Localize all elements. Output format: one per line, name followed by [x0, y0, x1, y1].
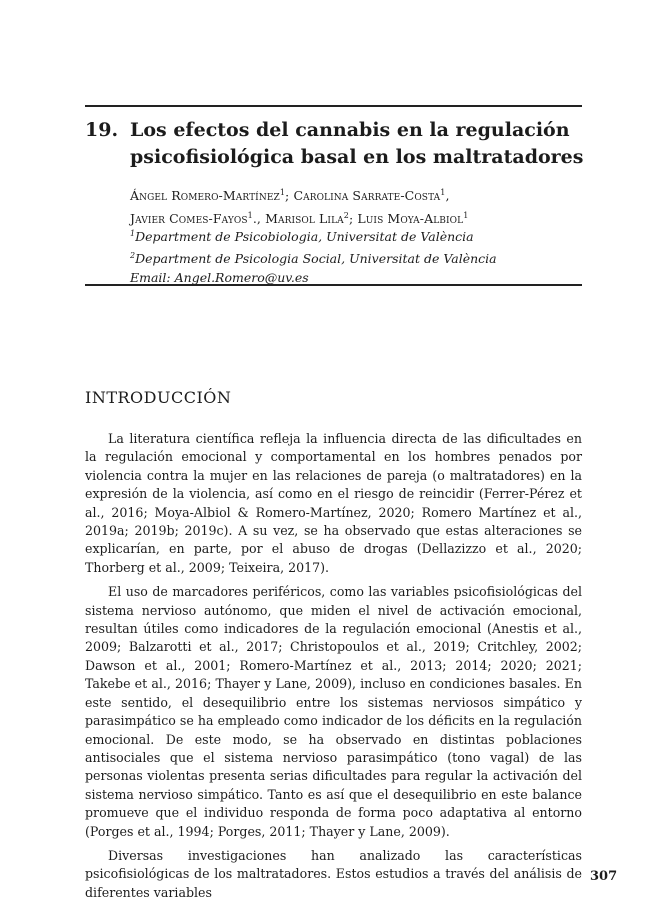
chapter-number: 19. [85, 119, 119, 141]
section-heading: INTRODUCCIÓN [85, 388, 232, 407]
author-list: Ángel Romero-Martínez$^1$; Carolina Sarrate-Costa$^1$, Javier Comes-Fayos$^1$., Marisol Lila$^2$; Luis Moya-Albiol$^1$ [130, 188, 469, 227]
affiliation-line [130, 246, 590, 268]
author-affiliation-mark: 1 [279, 188, 286, 197]
author-affiliation-mark: 1 [463, 211, 469, 221]
author-email: Email: Angel.Romero@uv.es [130, 270, 309, 286]
author-name: Marisol Lila [265, 211, 344, 227]
title-bottom-rule [85, 284, 582, 286]
author-affiliation-mark: 1 [247, 211, 253, 221]
author-name: Javier Comes-Fayos [130, 211, 248, 227]
paragraph: Diversas investigaciones han analizado las características psicofisiológicas de los maltratadores. Estos estudios a través del análisis de diferentes variables [85, 847, 582, 900]
affiliations [130, 224, 590, 287]
author-affiliation-mark: 1 [440, 188, 446, 197]
affiliation-line [130, 224, 590, 246]
affiliation-text: Department de Psicologia Social, Universitat de València [135, 251, 497, 267]
title-top-rule [85, 105, 582, 107]
affiliation-mark: 1 [130, 229, 136, 238]
affiliation-mark: 2 [130, 251, 136, 261]
chapter-title-text: Los efectos del cannabis en la regulación psicofisiológica basal en los maltratadores [130, 119, 584, 168]
paragraph: El uso de marcadores periféricos, como las variables psicofisiológicas del sistema nervioso autónomo, que miden el nivel de activación emocional, resultan útiles como indicadores de la regulación emocional (Anestis et al., 2009; Balzarotti et al., 2017; Christopoulos et al., 2019; Critchley, 2002; Dawson et al., 2001; Romero-Martínez et al., 2013; 2014; 2020; 2021; Takebe et al., 2016; Thayer y Lane, 2009), incluso en condiciones basales. En este sentido, el desequilibrio entre los sistemas nerviosos simpático y parasimpático se ha empleado como indicador de los déficits en la regulación emocional. De este modo, se ha observado en distintas poblaciones antisociales que el sistema nervioso parasimpático (tono vagal) de las personas violentas presenta serias dificultades para regular la activación del sistema nervioso simpático. Tanto es así que el desequilibrio en este balance promueve que el individuo responda de forma poco adaptativa al entorno (Porges et al., 1994; Porges, 2011; Thayer y Lane, 2009). [85, 584, 582, 839]
author-name: Ángel Romero-Martínez [130, 188, 280, 204]
author-affiliation-mark: 2 [343, 211, 349, 221]
paragraph: La literatura científica refleja la influencia directa de las dificultades en la regulación emocional y comportamental en los hombres penados por violencia contra la mujer en las relaciones de pareja (o maltratadores) en la expresión de la violencia, así como en el riesgo de reincidir (Ferrer-Pérez et al., 2016; Moya-Albiol & Romero-Martínez, 2020; Romero Martínez et al., 2019a; 2019b; 2019c). A su vez, se ha observado que estas alteraciones se explicarían, en parte, por el abuso de drogas (Dellazizzo et al., 2020; Thorberg et al., 2009; Teixeira, 2017). [85, 431, 582, 575]
body-text [85, 430, 582, 908]
page-number: 307 [590, 869, 618, 884]
author-name: Carolina Sarrate-Costa [293, 188, 441, 204]
chapter-title [85, 117, 585, 171]
affiliation-text: Department de Psicobiologia, Universitat de València [135, 229, 474, 245]
author-name: Luis Moya-Albiol [357, 211, 464, 227]
